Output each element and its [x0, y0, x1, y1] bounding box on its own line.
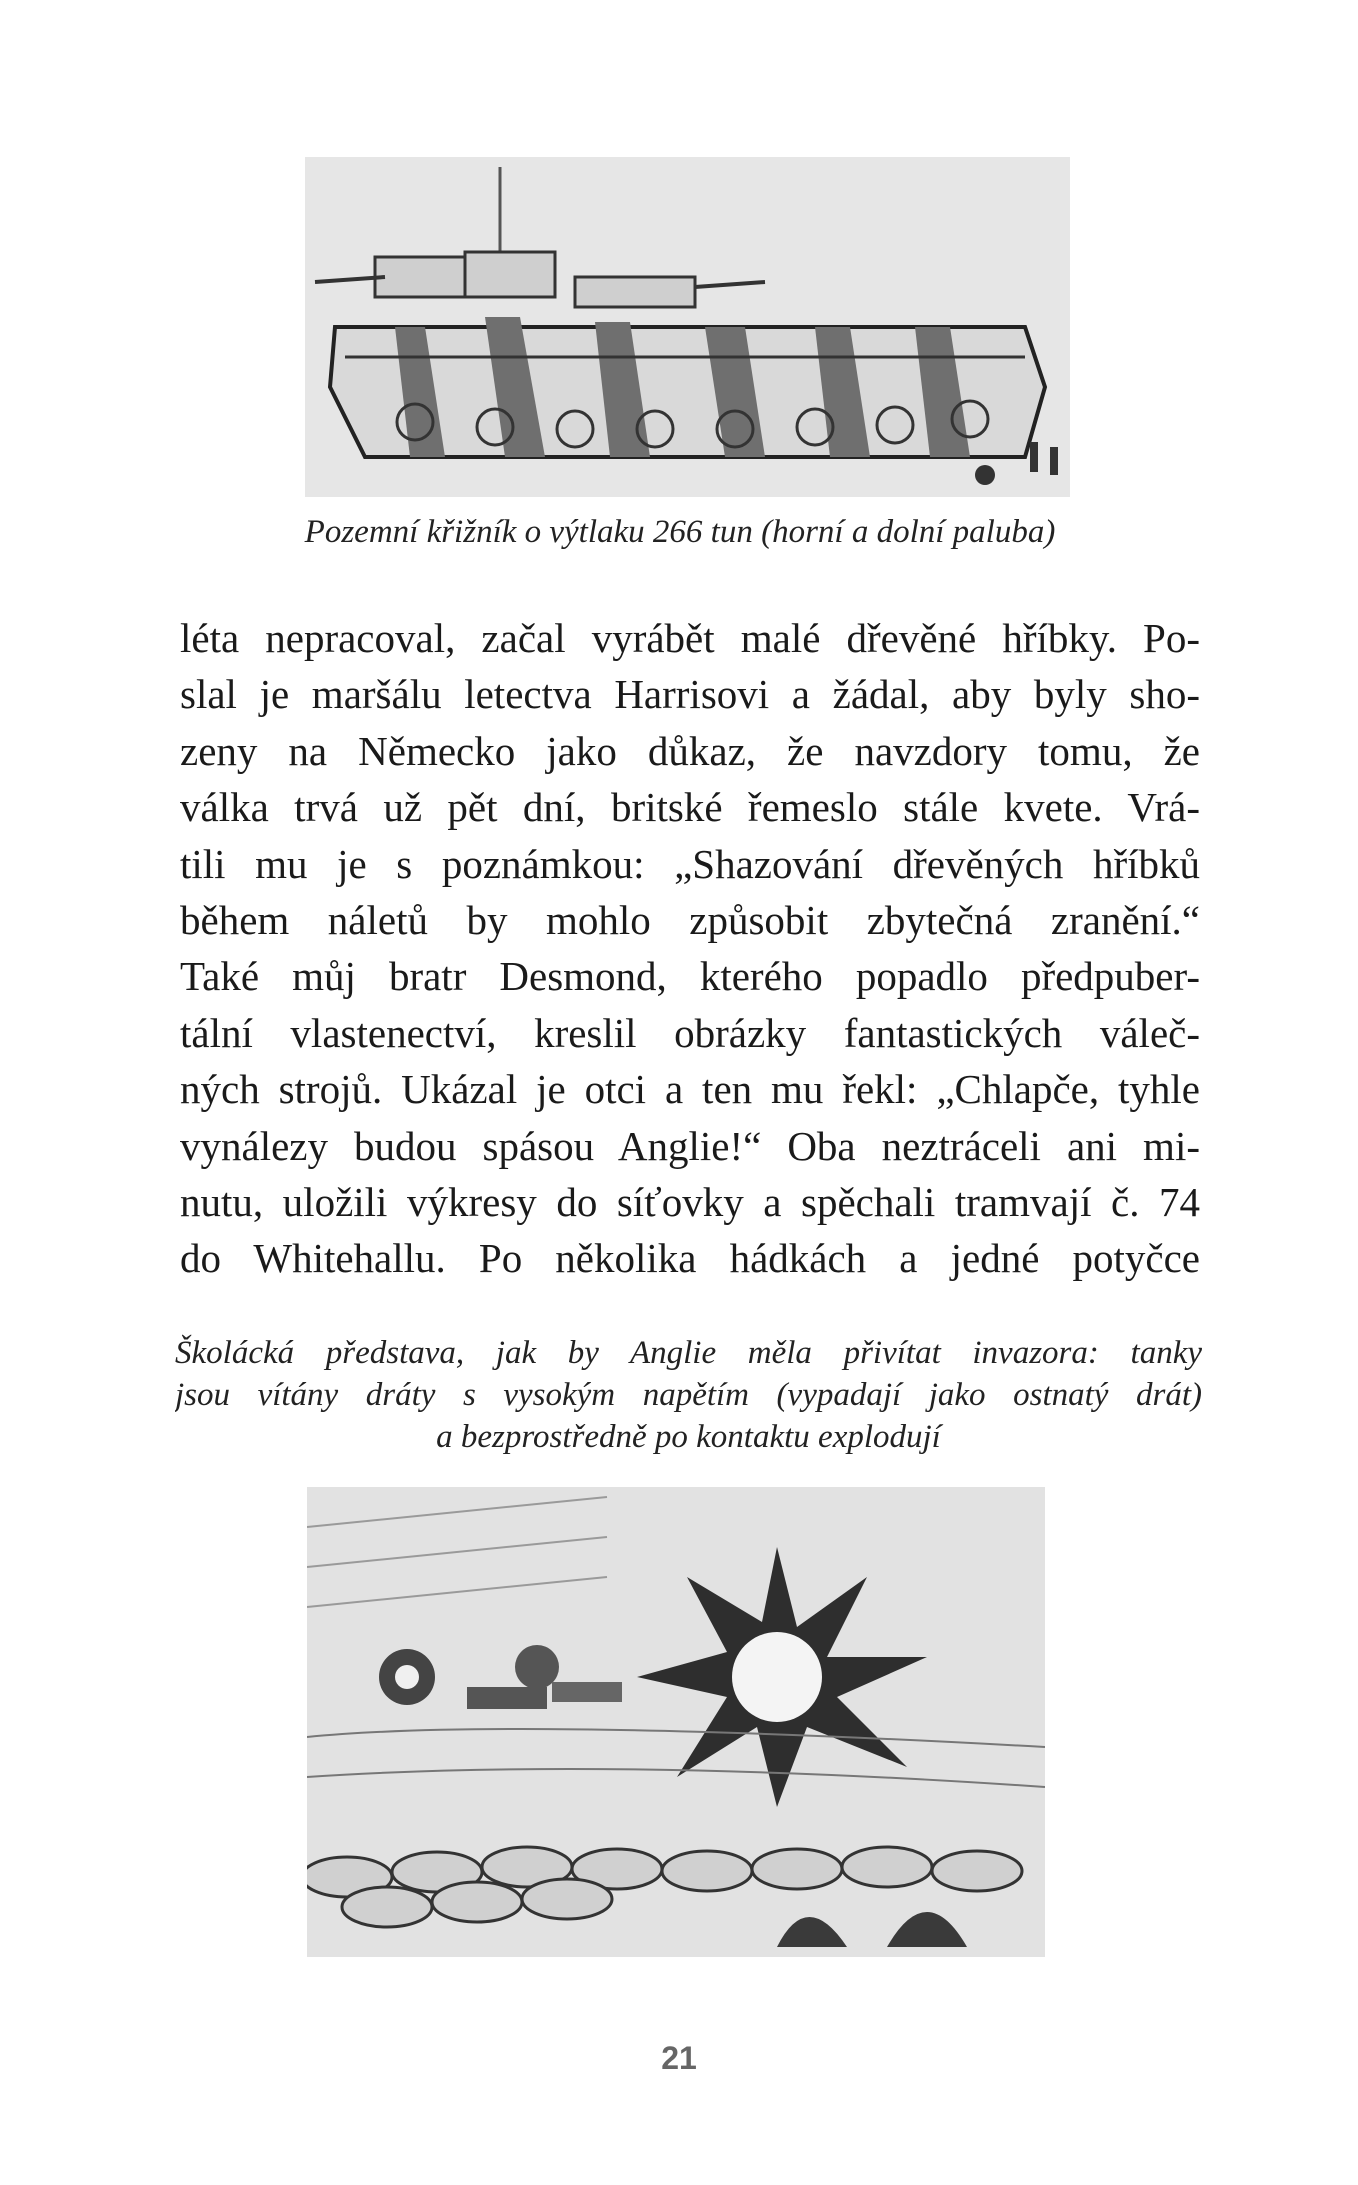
- body-line: Také můj bratr Desmond, kterého popadlo předpuber-: [180, 953, 1200, 1000]
- body-line: zeny na Německo jako důkaz, že navzdory tomu, že: [180, 727, 1200, 774]
- body-paragraph: [180, 610, 1200, 1287]
- caption-line: a bezprostředně po kontaktu explodují: [436, 1419, 941, 1455]
- body-line: nutu, uložili výkresy do síťovky a spěchali tramvají č. 74: [180, 1178, 1200, 1225]
- caption-line: Školácká představa, jak by Anglie měla přivítat invazora: tanky: [175, 1335, 1202, 1371]
- body-line: do Whitehallu. Po několika hádkách a jedné potyčce: [180, 1235, 1200, 1282]
- body-line: slal je maršálu letectva Harrisovi a žádal, aby byly sho-: [180, 671, 1200, 718]
- explosion-drawing-image: [307, 1487, 1045, 1957]
- explosion-drawing-svg: [307, 1487, 1045, 1957]
- tank-drawing-image: [305, 157, 1070, 497]
- body-line: ných strojů. Ukázal je otci a ten mu řekl: „Chlapče, tyhle: [180, 1066, 1200, 1113]
- body-line: tili mu je s poznámkou: „Shazování dřevěných hříbků: [180, 840, 1200, 887]
- body-line: během náletů by mohlo způsobit zbytečná zranění.“: [180, 896, 1200, 943]
- figure-caption-top: Pozemní křižník o výtlaku 266 tun (horní a dolní paluba): [304, 514, 1056, 550]
- body-line: tální vlastenectví, kreslil obrázky fantastických váleč-: [180, 1009, 1200, 1056]
- page-number: 21: [661, 2040, 697, 2076]
- body-line: válka trvá už pět dní, britské řemeslo stále kvete. Vrá-: [180, 784, 1200, 831]
- caption-line: jsou vítány dráty s vysokým napětím (vypadají jako ostnatý drát): [175, 1377, 1202, 1413]
- figure-caption-bottom: [175, 1332, 1202, 1458]
- body-line: vynálezy budou spásou Anglie!“ Oba neztráceli ani mi-: [180, 1122, 1200, 1169]
- tank-drawing-svg: [305, 157, 1070, 497]
- body-line: léta nepracoval, začal vyrábět malé dřevěné hříbky. Po-: [180, 615, 1200, 661]
